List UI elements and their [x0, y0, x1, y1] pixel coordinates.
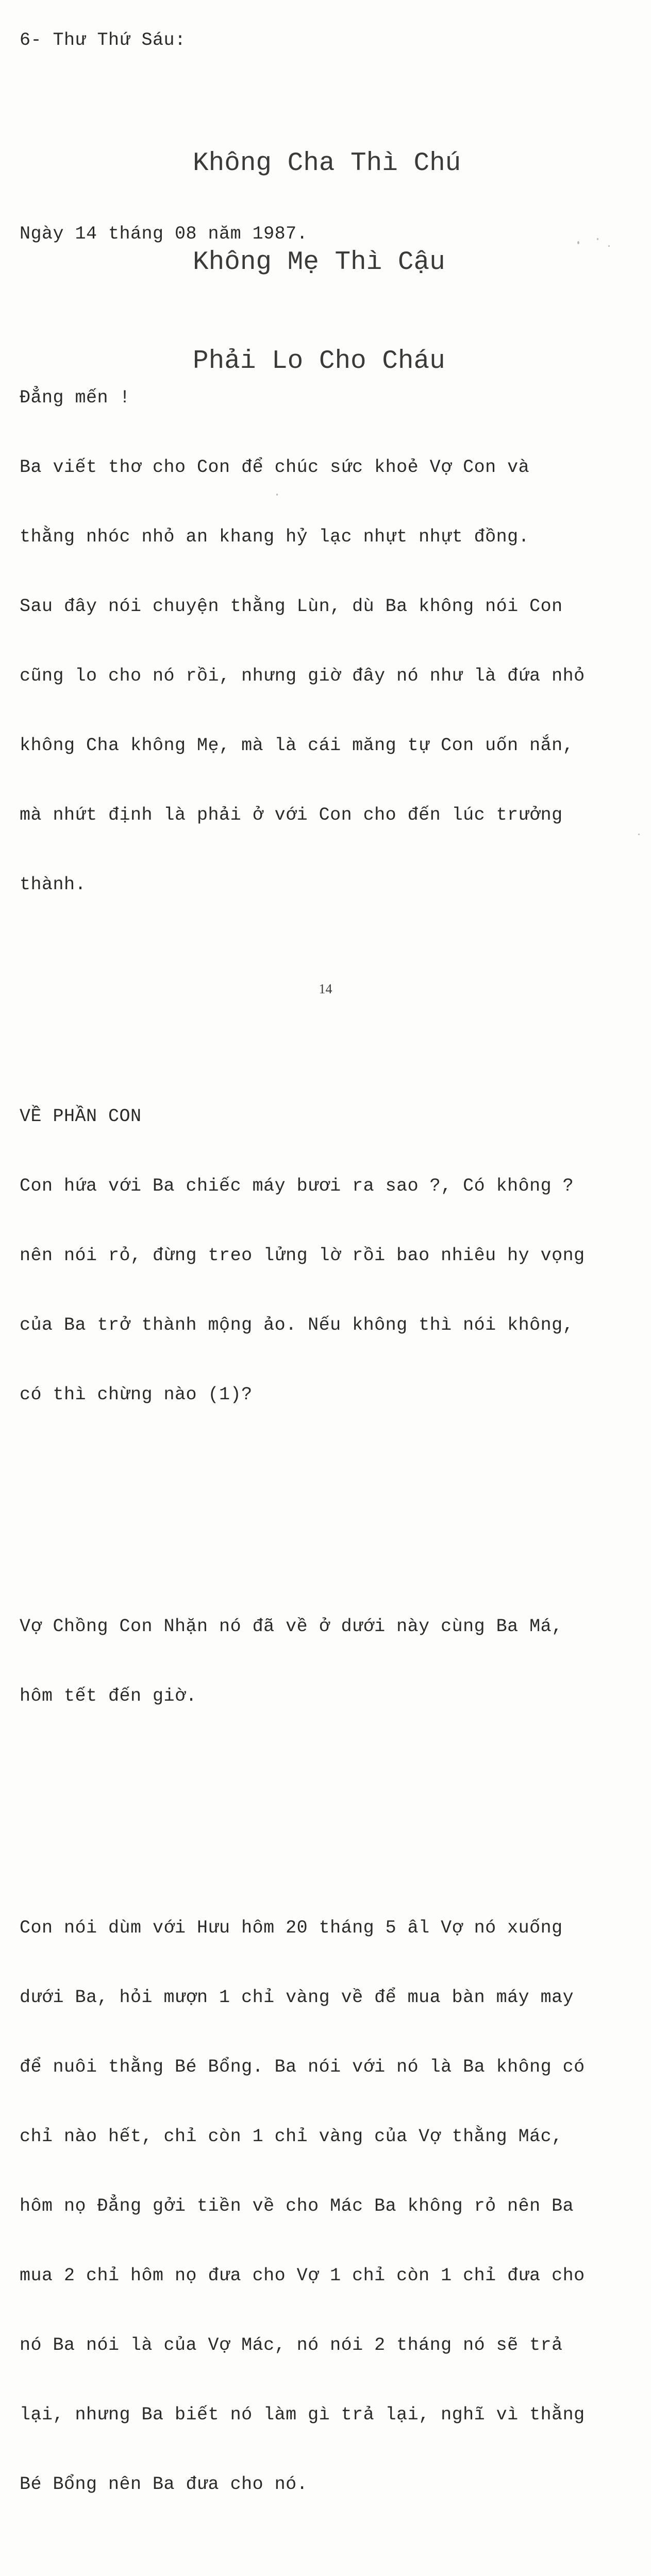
text-line: Con nói dùm với Hưu hôm 20 tháng 5 âl Vợ nó xuống — [20, 1918, 563, 1938]
text-line: cũng lo cho nó rồi, nhưng giờ đây nó như là đứa nhỏ — [20, 666, 585, 686]
text-line: Đẳng mến ! — [20, 387, 131, 408]
text-line: Bé Bổng nên Ba đưa cho nó. — [20, 2474, 308, 2495]
text-line: không Cha không Mẹ, mà là cái măng tự Con uốn nắn, — [20, 735, 574, 756]
paragraph-ve-phan-con — [20, 1059, 585, 1453]
paragraph-vo-chong — [20, 1569, 585, 1754]
scan-speck — [597, 238, 598, 240]
letter-heading: 6- Thư Thứ Sáu: — [20, 30, 186, 50]
scan-speck — [638, 834, 640, 835]
text-line: để nuôi thằng Bé Bổng. Ba nói với nó là Ba không có — [20, 2057, 585, 2077]
text-line: dưới Ba, hỏi mượn 1 chỉ vàng về để mua bàn máy may — [20, 1987, 574, 2008]
title-line: Không Cha Thì Chú — [193, 149, 461, 178]
scan-speck — [276, 494, 278, 496]
letter-date: Ngày 14 tháng 08 năm 1987. — [20, 224, 308, 244]
paragraph-greeting — [20, 340, 585, 943]
text-line: có thì chừng nào (1)? — [20, 1384, 253, 1405]
text-line: nó Ba nói là của Vợ Mác, nó nói 2 tháng nó sẽ trả — [20, 2335, 563, 2355]
text-line: hôm tết đến giờ. — [20, 1686, 197, 1706]
text-line: Con hứa với Ba chiếc máy bươi ra sao ?, Có không ? — [20, 1176, 574, 1196]
text-line: Sau đây nói chuyện thằng Lùn, dù Ba không nói Con — [20, 596, 563, 617]
text-line: chỉ nào hết, chỉ còn 1 chỉ vàng của Vợ thằng Mác, — [20, 2126, 563, 2147]
title-line: Phải Lo Cho Cháu — [193, 347, 445, 376]
text-line: mua 2 chỉ hôm nọ đưa cho Vợ 1 chỉ còn 1 chỉ đưa cho — [20, 2265, 585, 2286]
text-line: Vợ Chồng Con Nhặn nó đã về ở dưới này cùng Ba Má, — [20, 1616, 563, 1637]
scan-speck — [608, 245, 610, 247]
scan-speck — [577, 241, 579, 244]
text-line: nên nói rỏ, đừng treo lửng lờ rồi bao nhiêu hy vọng — [20, 1245, 585, 1266]
text-line: Ba viết thơ cho Con để chúc sức khoẻ Vợ Con và — [20, 457, 530, 478]
text-line: của Ba trở thành mộng ảo. Nếu không thì nói không, — [20, 1315, 574, 1335]
page-number: 14 — [319, 981, 332, 996]
paragraph-hun — [20, 1870, 585, 2543]
text-line: mà nhứt định là phải ở với Con cho đến lúc trưởng — [20, 805, 563, 825]
letter-body — [20, 294, 585, 2576]
text-line: thành. — [20, 874, 87, 895]
text-line: thằng nhóc nhỏ an khang hỷ lạc nhựt nhựt đồng. — [20, 527, 530, 547]
title-line: Không Mẹ Thì Cậu — [193, 248, 445, 277]
text-line: VỀ PHẦN CON — [20, 1106, 142, 1127]
text-line: lại, nhưng Ba biết nó làm gì trả lại, nghĩ vì thằng — [20, 2404, 585, 2425]
text-line: hôm nọ Đẳng gởi tiền về cho Mác Ba không rỏ nên Ba — [20, 2196, 574, 2216]
